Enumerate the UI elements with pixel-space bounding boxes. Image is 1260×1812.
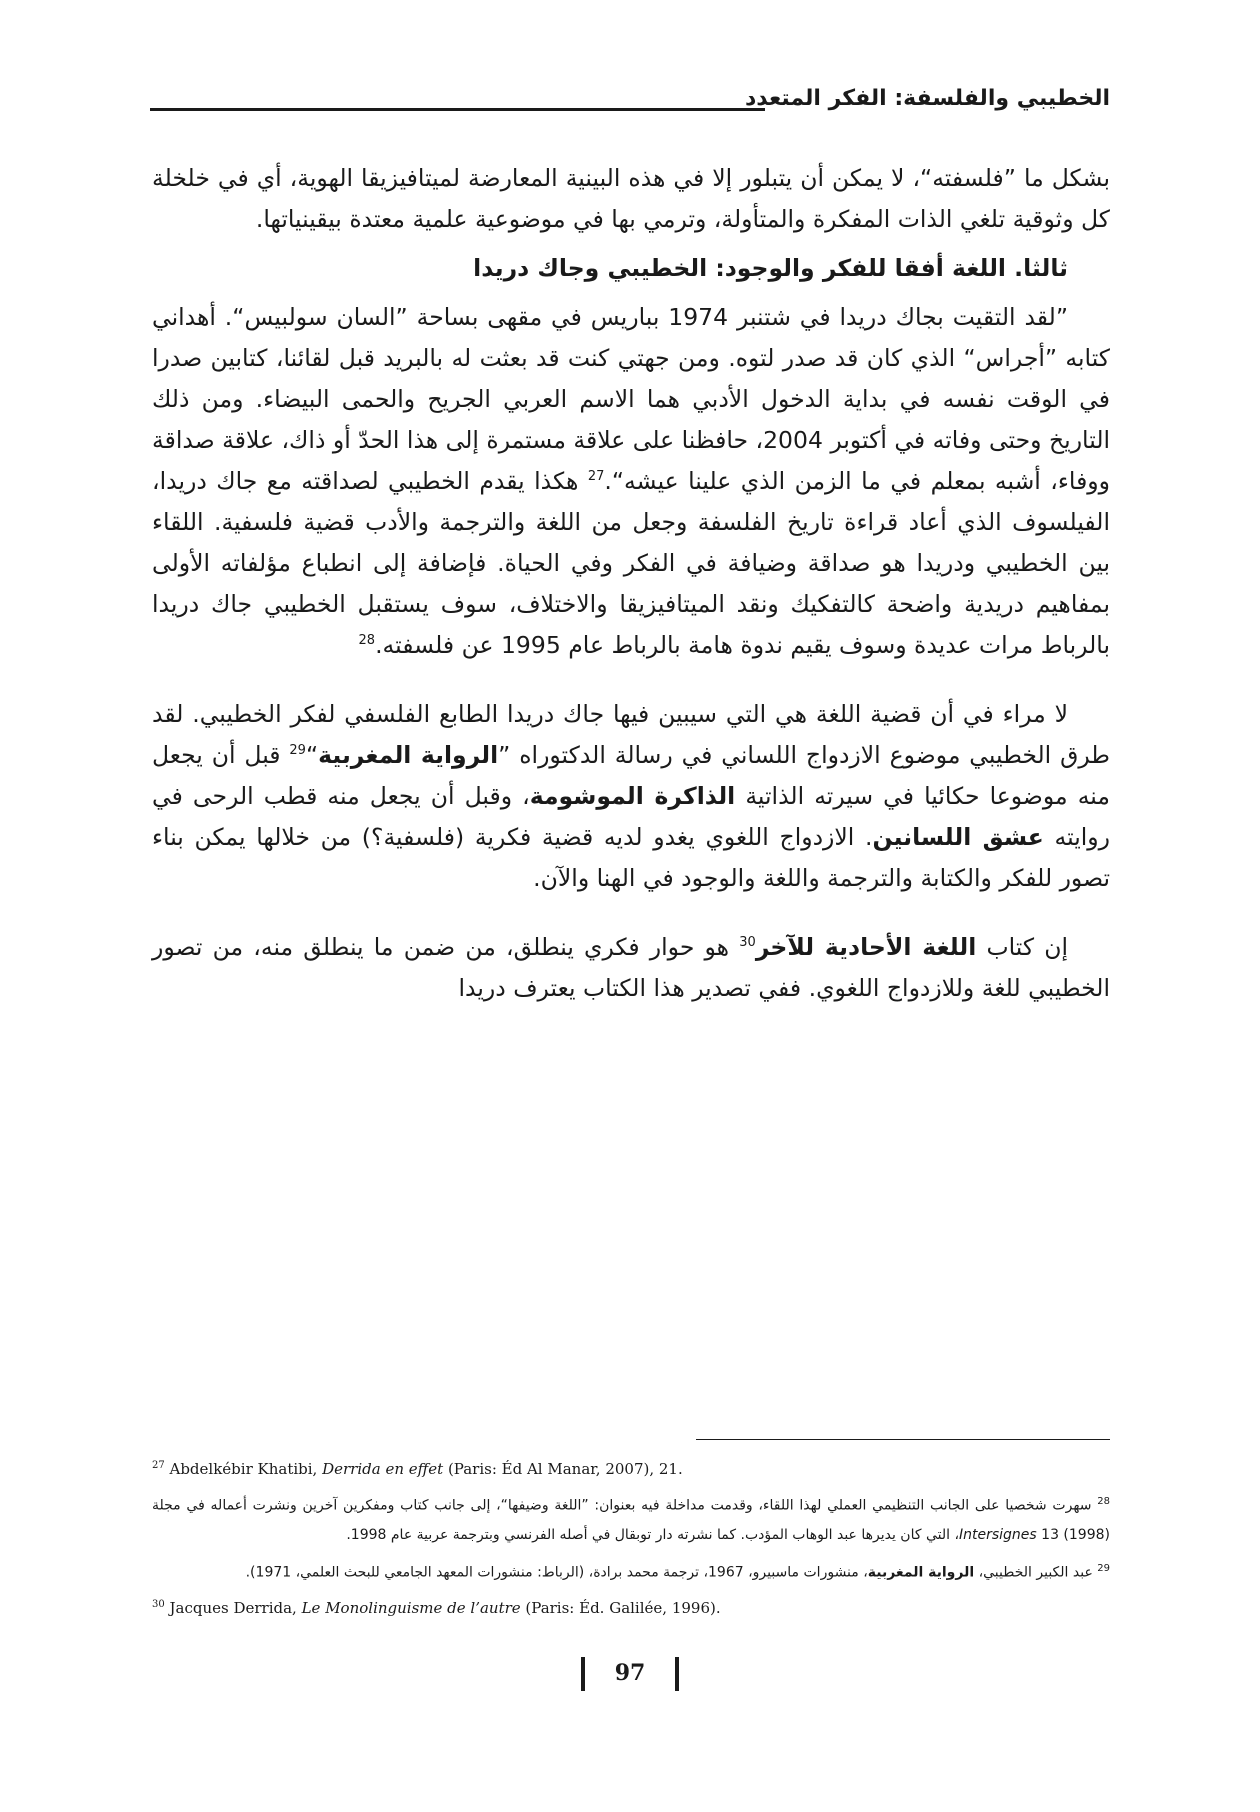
footnote-27-number: 27 [152, 1460, 165, 1471]
footnote-27 [152, 1452, 1110, 1483]
page-number-right-bar [675, 1657, 679, 1691]
footnote-27-title: Derrida en effet [322, 1460, 444, 1478]
header-rule [150, 108, 765, 111]
book-title-dhakira: الذاكرة الموشومة [529, 782, 736, 810]
footnote-30-number: 30 [152, 1599, 165, 1611]
footnote-27-text-b: (Paris: Éd Al Manar, 2007), 21. [443, 1460, 683, 1478]
paragraph-2 [152, 297, 1110, 666]
footnote-28-text-a: سهرت شخصيا على الجانب التنظيمي العملي لهذا اللقاء، وقدمت مداخلة فيه بعنوان: ”اللغة وضيفها“، إلى جانب كتاب ومفكرين آخرين ونشرت أعماله في مجلة [152, 1497, 1098, 1514]
footnote-ref-29[interactable]: 29 [289, 743, 306, 759]
paragraph-2-continued: هكذا يقدم الخطيبي لصداقته مع جاك دريدا، الفيلسوف الذي أعاد قراءة تاريخ الفلسفة وجعل من اللغة والترجمة والأدب قضية فلسفية. اللقاء بين الخطيبي ودريدا هو صداقة وضيافة في الفكر وفي الحياة. فإضافة إلى انطباع مؤلفاته الأولى بمفاهيم دريدية واضحة كالتفكيك ونقد الميتافيزيقا والاختلاف، سوف يستقبل الخطيبي جاك دريدا بالرباط مرات عديدة وسوف يقيم ندوة هامة بالرباط عام 1995 عن فلسفته. [152, 467, 1110, 659]
footnote-ref-30[interactable]: 30 [739, 935, 756, 951]
section-heading: ثالثا. اللغة أفقا للفكر والوجود: الخطيبي وجاك دريدا [473, 254, 1068, 282]
header-title: الخطيبي والفلسفة: الفكر المتعدد [745, 86, 1110, 111]
book-title-riwaya: الرواية المغربية [318, 741, 499, 769]
footnote-29-title: الرواية المغربية [867, 1564, 975, 1581]
footnote-27-text-a: Abdelkébir Khatibi, [164, 1460, 323, 1478]
footnotes [152, 1452, 1110, 1626]
body-text [152, 158, 1110, 1009]
footnote-29-text-c: ، منشورات ماسبيرو، 1967، ترجمة محمد برادة، (الرباط: منشورات المعهد الجامعي للبحث العلمي، 1971). [245, 1564, 868, 1581]
paragraph-3-part-f: . الازدواج اللغوي يغدو لديه قضية فكرية (فلسفية؟) من خلالها يمكن بناء تصور للفكر والكتابة والترجمة واللغة والوجود في الهنا والآن. [152, 823, 1110, 892]
footnote-28-number: 28 [1097, 1496, 1110, 1507]
footnote-30-text-a: Jacques Derrida, [164, 1599, 302, 1618]
footnote-separator [696, 1439, 1110, 1440]
footnote-29-text-a: عبد الكبير الخطيبي، [974, 1564, 1098, 1581]
footnote-29-number: 29 [1097, 1562, 1110, 1574]
running-header [150, 86, 1110, 126]
page-number-block [0, 1657, 1260, 1691]
paragraph-4 [152, 927, 1110, 1009]
page-number: 97 [614, 1660, 646, 1686]
paragraph-3-part-e: ، وقبل أن يجعل منه قطب الرحى في روايته [152, 782, 1111, 851]
paragraph-4-part-c: هو حوار فكري ينطلق، من ضمن ما ينطلق منه، من تصور الخطيبي للغة وللازدواج اللغوي. ففي تصدير هذا الكتاب يعترف دريدا [152, 933, 1110, 1002]
book-title-ishq: عشق اللسانين [872, 823, 1044, 851]
footnote-ref-27[interactable]: 27 [587, 469, 605, 485]
page-number-left-bar [581, 1657, 585, 1691]
paragraph-3-quote-close: “ [305, 741, 319, 769]
footnote-28 [152, 1487, 1110, 1550]
paragraph-3-part-a: لا مراء في أن قضية اللغة هي التي سيبين فيها جاك دريدا الطابع الفلسفي لفكر الخطيبي. لقد طرق الخطيبي موضوع الازدواج اللساني في رسالة الدكتوراه ” [152, 700, 1110, 769]
paragraph-2-text: ”لقد التقيت بجاك دريدا في شتنبر 1974 بباريس في مقهى بساحة ”السان سولبيس“. أهداني كتابه ”أجراس“ الذي كان قد صدر لتوه. ومن جهتي كنت قد بعثت له بالبريد قبل لقائنا، كتابين صدرا في الوقت نفسه في بداية الدخول الأدبي هما الاسم العربي الجريح والحمى البيضاء. ومن ذلك التاريخ وحتى وفاته في أكتوبر 2004، حافظنا على علاقة مستمرة إلى هذا الحدّ أو ذاك، علاقة صداقة ووفاء، أشبه بمعلم في ما الزمن الذي علينا عيشه“. [152, 303, 1111, 495]
book-title-monolinguisme: اللغة الأحادية للآخر [755, 933, 977, 961]
paragraph-4-part-a: إن كتاب [976, 933, 1069, 961]
footnote-30-title: Le Monolinguisme de l’autre [301, 1599, 521, 1618]
paragraph-1: بشكل ما ”فلسفته“، لا يمكن أن يتبلور إلا في هذه البينية المعارضة لميتافيزيقا الهوية، أي في خلخلة كل وثوقية تلغي الذات المفكرة والمتأولة، وترمي بها في موضوعية علمية معتدة بيقينياتها. [152, 164, 1110, 233]
footnote-30-text-b: (Paris: Éd. Galilée, 1996). [520, 1599, 721, 1618]
paragraph-3-part-d: قبل أن يجعل منه موضوعا حكائيا في سيرته الذاتية [152, 741, 1110, 810]
footnote-29 [152, 1554, 1110, 1588]
footnote-28-text-b: 13 (1998)، التي كان يديرها عبد الوهاب المؤدب. كما نشرته دار توبقال في أصله الفرنسي وبترجمة عربية عام 1998. [346, 1526, 1110, 1543]
paragraph-3 [152, 694, 1110, 899]
footnote-ref-28[interactable]: 28 [358, 633, 376, 649]
footnote-28-journal: Intersignes [959, 1526, 1037, 1543]
footnote-30 [152, 1591, 1110, 1622]
